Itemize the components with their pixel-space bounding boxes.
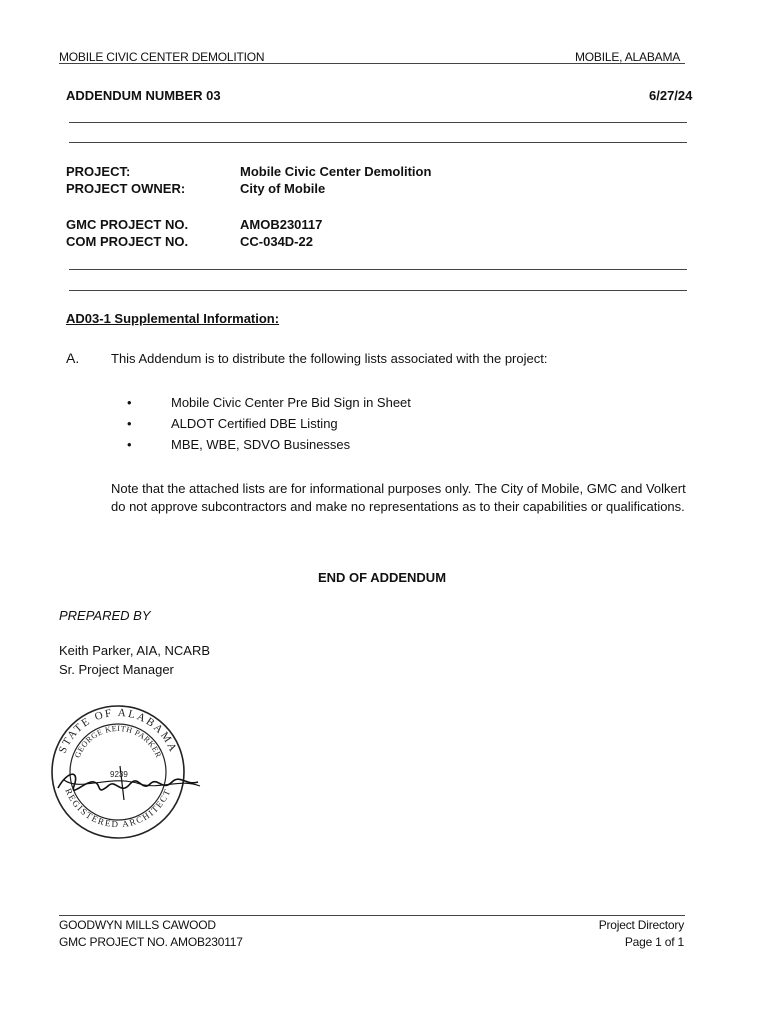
- divider-2: [69, 142, 687, 143]
- svg-text:GEORGE KEITH PARKER: GEORGE KEITH PARKER: [72, 723, 164, 760]
- gmc-project-value: AMOB230117: [240, 217, 323, 232]
- footer-project-no: GMC PROJECT NO. AMOB230117: [59, 935, 243, 949]
- preparer-title: Sr. Project Manager: [59, 662, 174, 677]
- footer-page-number: Page 1 of 1: [624, 935, 684, 949]
- bullet-dot: •: [127, 416, 132, 431]
- bullet-dot: •: [127, 395, 132, 410]
- preparer-name: Keith Parker, AIA, NCARB: [59, 643, 211, 658]
- divider-1: [69, 122, 687, 123]
- note-paragraph: Note that the attached lists are for informational purposes only. The City of Mobile, GMC and Volkert do not approve subcontractors and make no representations as to their capabilities or qualifications.: [111, 481, 686, 514]
- project-value: Mobile Civic Center Demolition: [240, 164, 432, 179]
- bullet-item: ALDOT Certified DBE Listing: [171, 416, 338, 431]
- addendum-title: ADDENDUM NUMBER 03: [66, 88, 221, 103]
- svg-text:REGISTERED ARCHITECT: REGISTERED ARCHITECT: [63, 786, 173, 830]
- header-project-name: MOBILE CIVIC CENTER DEMOLITION: [59, 50, 265, 64]
- prepared-by-label: PREPARED BY: [59, 608, 151, 623]
- architect-seal: [50, 700, 205, 845]
- divider-3: [69, 269, 687, 270]
- divider-4: [69, 290, 687, 291]
- bullet-item: MBE, WBE, SDVO Businesses: [171, 437, 351, 452]
- bullet-dot: •: [127, 437, 132, 452]
- svg-text:STATE OF ALABAMA: STATE OF ALABAMA: [56, 706, 180, 756]
- footer-doc-title: Project Directory: [598, 918, 684, 932]
- header-rule: [59, 63, 685, 64]
- end-of-addendum: END OF ADDENDUM: [317, 570, 447, 585]
- footer-rule: [59, 915, 685, 916]
- header-location: MOBILE, ALABAMA: [575, 50, 681, 64]
- item-text: This Addendum is to distribute the following lists associated with the project:: [111, 351, 548, 366]
- bullet-item: Mobile Civic Center Pre Bid Sign in Sheet: [171, 395, 411, 410]
- addendum-date: 6/27/24: [649, 88, 693, 103]
- project-label: PROJECT:: [66, 164, 131, 179]
- owner-value: City of Mobile: [240, 181, 326, 196]
- com-project-label: COM PROJECT NO.: [66, 234, 189, 249]
- item-letter: A.: [66, 350, 80, 366]
- footer-company: GOODWYN MILLS CAWOOD: [59, 918, 216, 932]
- com-project-value: CC-034D-22: [240, 234, 313, 249]
- section-heading: AD03-1 Supplemental Information:: [66, 311, 280, 326]
- svg-text:9239: 9239: [110, 770, 128, 779]
- gmc-project-label: GMC PROJECT NO.: [66, 217, 189, 232]
- owner-label: PROJECT OWNER:: [66, 181, 186, 196]
